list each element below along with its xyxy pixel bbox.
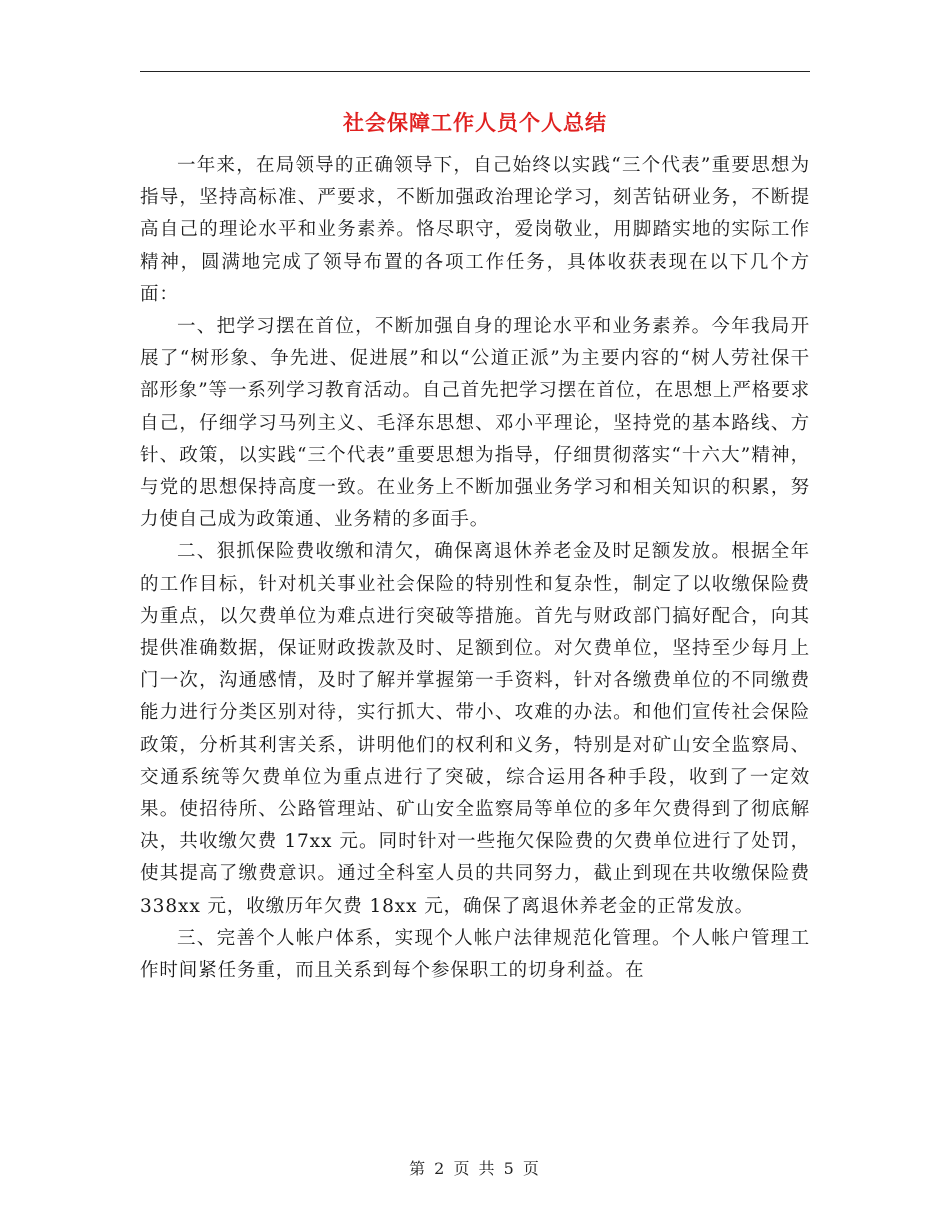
paragraph-section-3: 三、完善个人帐户体系，实现个人帐户法律规范化管理。个人帐户管理工作时间紧任务重，而且关系到每个参保职工的切身利益。在 (140, 927, 810, 982)
document-body (140, 150, 810, 987)
header-rule (140, 71, 810, 72)
page-number-footer: 第 2 页 共 5 页 (409, 1159, 541, 1178)
paragraph-intro: 一年来，在局领导的正确领导下，自己始终以实践“三个代表”重要思想为指导，坚持高标准、严要求，不断加强政治理论学习，刻苦钻研业务，不断提高自己的理论水平和业务素养。恪尽职守，爱岗敬业，用脚踏实地的实际工作精神，圆满地完成了领导布置的各项工作任务，具体收获表现在以下几个方面： (140, 155, 810, 305)
paragraph-section-2: 二、狠抓保险费收缴和清欠，确保离退休养老金及时足额发放。根据全年的工作目标，针对机关事业社会保险的特别性和复杂性，制定了以收缴保险费为重点，以欠费单位为难点进行突破等措施。首先与财政部门搞好配合，向其提供准确数据，保证财政拨款及时、足额到位。对欠费单位，坚持至少每月上门一次，沟通感情，及时了解并掌握第一手资料，针对各缴费单位的不同缴费能力进行分类区别对待，实行抓大、带小、攻难的办法。和他们宣传社会保险政策，分析其利害关系，讲明他们的权利和义务，特别是对矿山安全监察局、交通系统等欠费单位为重点进行了突破，综合运用各种手段，收到了一定效果。使招待所、公路管理站、矿山安全监察局等单位的多年欠费得到了彻底解决，共收缴欠费 17xx 元。同时针对一些拖欠保险费的欠费单位进行了处罚，使其提高了缴费意识。通过全科室人员的共同努力，截止到现在共收缴保险费 338xx 元，收缴历年欠费 18xx 元，确保了离退休养老金的正常发放。 (140, 541, 810, 917)
paragraph-section-1: 一、把学习摆在首位，不断加强自身的理论水平和业务素养。今年我局开展了“树形象、争先进、促进展”和以“公道正派”为主要内容的“树人劳社保干部形象”等一系列学习教育活动。自己首先把学习摆在首位，在思想上严格要求自己，仔细学习马列主义、毛泽东思想、邓小平理论，坚持党的基本路线、方针、政策，以实践“三个代表”重要思想为指导，仔细贯彻落实“十六大”精神，与党的思想保持高度一致。在业务上不断加强业务学习和相关知识的积累，努力使自己成为政策通、业务精的多面手。 (140, 316, 810, 531)
document-title: 社会保障工作人员个人总结 (343, 111, 607, 135)
